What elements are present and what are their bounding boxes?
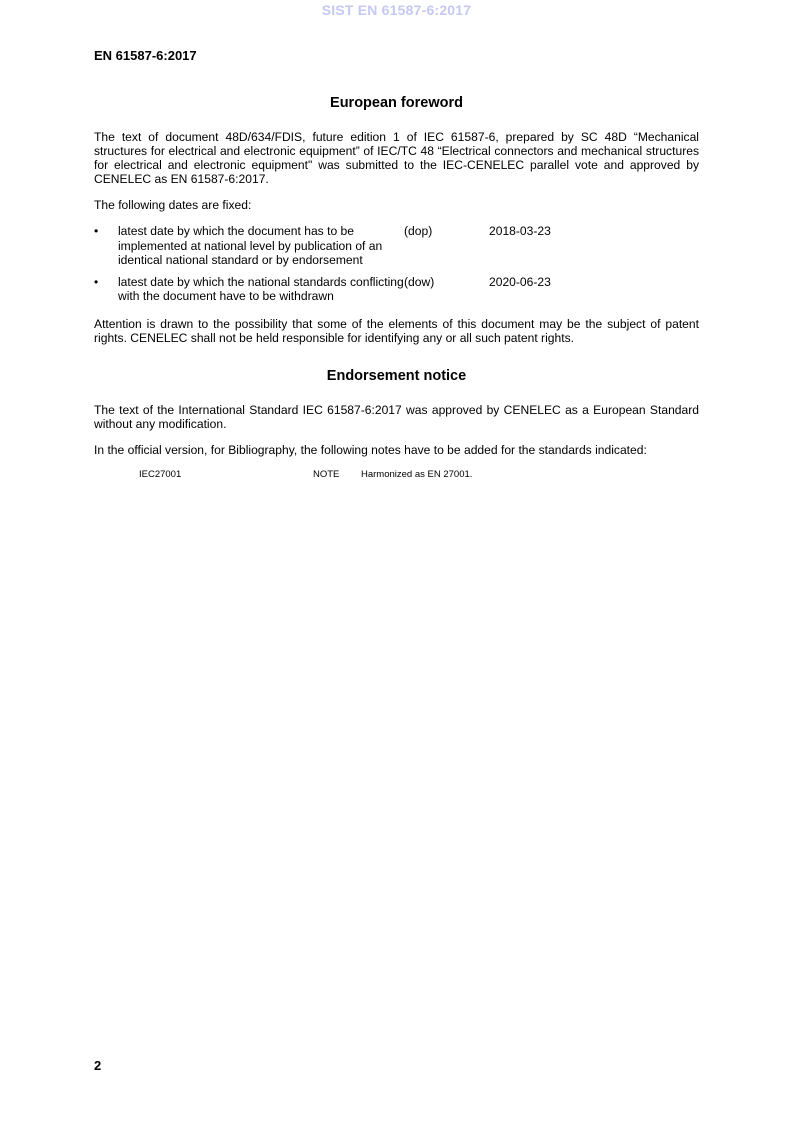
bibliography-intro: In the official version, for Bibliography, the following notes have to be added for the standards indicated: xyxy=(94,443,647,458)
note-standard: IEC27001 xyxy=(139,469,182,481)
date-description: latest date by which the national standards conflicting with the document have to be withdrawn xyxy=(118,274,404,303)
bullet: • xyxy=(94,274,99,289)
watermark: SIST EN 61587-6:2017 xyxy=(321,2,472,18)
note-label: NOTE xyxy=(313,469,340,481)
bibliography-note xyxy=(94,469,699,481)
page-content xyxy=(94,94,699,481)
attention-paragraph: Attention is drawn to the possibility that some of the elements of this document may be the subject of patent rights. CENELEC shall not be held responsible for identifying any or all such patent rights. xyxy=(94,316,699,346)
bullet: • xyxy=(94,224,99,239)
page-number: 2 xyxy=(94,1058,102,1073)
date-description: latest date by which the document has to be implemented at national level by publication of an identical national standard or by endorsement xyxy=(118,224,383,267)
foreword-intro: The text of document 48D/634/FDIS, future edition 1 of IEC 61587-6, prepared by SC 48D “Mechanical structures for electrical and electronic equipment” of IEC/TC 48 “Electrical connectors and mechanical structures for electrical and electronic equipment" was submitted to the IEC-CENELEC parallel vote and approved by CENELEC as EN 61587-6:2017. xyxy=(94,130,699,187)
endorsement-title: Endorsement notice xyxy=(326,368,467,385)
note-text: Harmonized as EN 27001. xyxy=(361,469,473,481)
list-item xyxy=(94,275,699,303)
list-item xyxy=(94,224,699,266)
dates-intro: The following dates are fixed: xyxy=(94,198,252,213)
endorsement-text: The text of the International Standard IEC 61587-6:2017 was approved by CENELEC as a European Standard without any modification. xyxy=(94,403,699,432)
document-id: EN 61587-6:2017 xyxy=(94,48,197,63)
foreword-title: European foreword xyxy=(330,95,463,111)
date-value: 2020-06-23 xyxy=(489,274,551,289)
date-value: 2018-03-23 xyxy=(489,224,551,239)
date-code: (dop) xyxy=(404,224,433,239)
dates-list xyxy=(94,224,699,302)
date-code: (dow) xyxy=(404,274,435,289)
